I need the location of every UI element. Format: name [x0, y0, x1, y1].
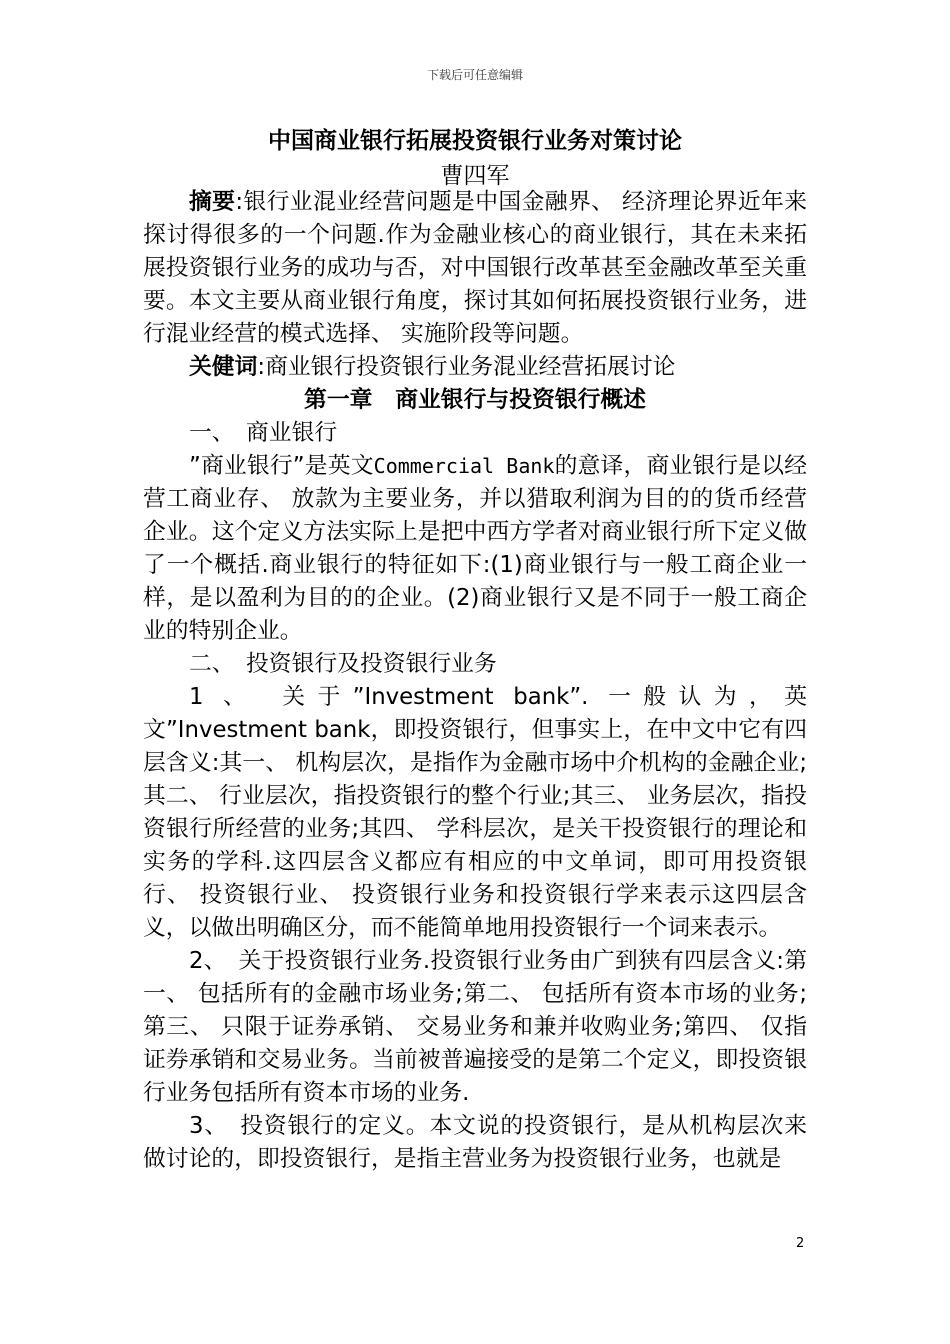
document-body [143, 186, 807, 1176]
cb-english-term: Commercial Bank [373, 454, 555, 478]
page-header: 下载后可任意编辑 [426, 68, 523, 82]
abstract-text: :银行业混业经营问题是中国金融界、 经济理论界近年来探讨得很多的一个问题.作为金融业核心的商业银行，其在未来拓展投资银行业务的成功与否，对中国银行改革甚至金融改革至关重要。本文主要从商业银行角度，探讨其如何拓展投资银行业务，进行混业经营的模式选择、 实施阶段等问题。 [143, 189, 808, 347]
cb-text-b: 的意译，商业银行是以经营工商业存、 放款为主要业务，并以猎取利润为目的的货币经营企业。这个定义方法实际上是把中西方学者对商业银行所下定义做了一个概括.商业银行的特征如下:(1)商业银行与一般工商企业一样，是以盈利为目的的企业。(2)商业银行又是不同于一般工商企业的特别企业。 [143, 453, 808, 644]
abstract-paragraph [143, 186, 807, 351]
investment-bank-paragraph-1: 1 、 关于”Investment bank”. 一般认为，英文”Investment bank，即投资银行，但事实上，在中文中它有四层含义:其一、 机构层次，是指作为金融市场中介机构的金融企业;其二、 行业层次，指投资银行的整个行业;其三、 业务层次，指投资银行所经营的业务;其四、 学科层次，是关干投资银行的理论和实务的学科.这四层含义都应有相应的中文单词，即可用投资银行、 投资银行业、 投资银行业务和投资银行学来表示这四层含义，以做出明确区分，而不能简单地用投资银行一个词来表示。 [143, 684, 807, 941]
investment-bank-paragraph-3: 3、 投资银行的定义。本文说的投资银行，是从机构层次来做讨论的，即投资银行，是指主营业务为投资银行业务，也就是 [143, 1113, 807, 1172]
page-number: 2 [796, 1236, 805, 1251]
author-name: 曹四军 [440, 163, 510, 189]
keywords-text: :商业银行投资银行业务混业经营拓展讨论 [257, 354, 676, 380]
section-heading-investment-bank: 二、 投资银行及投资银行业务 [189, 651, 497, 677]
commercial-bank-paragraph [143, 450, 807, 648]
investment-bank-paragraph-2: 2、 关于投资银行业务.投资银行业务由广到狭有四层含义:第一、 包括所有的金融市场业务;第二、 包括所有资本市场的业务;第三、 只限于证券承销、 交易业务和兼并收购业务;第四、 仅指证券承销和交易业务。当前被普遍接受的是第二个定义，即投资银行业务包括所有资本市场的业务. [143, 948, 807, 1106]
chapter-title: 第一章 商业银行与投资银行概述 [304, 387, 646, 413]
abstract-label: 摘要 [189, 189, 236, 215]
cb-text-a: ”商业银行”是英文 [189, 453, 374, 479]
keywords-paragraph [143, 351, 807, 384]
keywords-label: 关健词 [189, 354, 258, 380]
document-title: 中国商业银行拓展投资银行业务对策讨论 [268, 128, 682, 154]
section-heading-commercial-bank: 一、 商业银行 [189, 420, 338, 446]
